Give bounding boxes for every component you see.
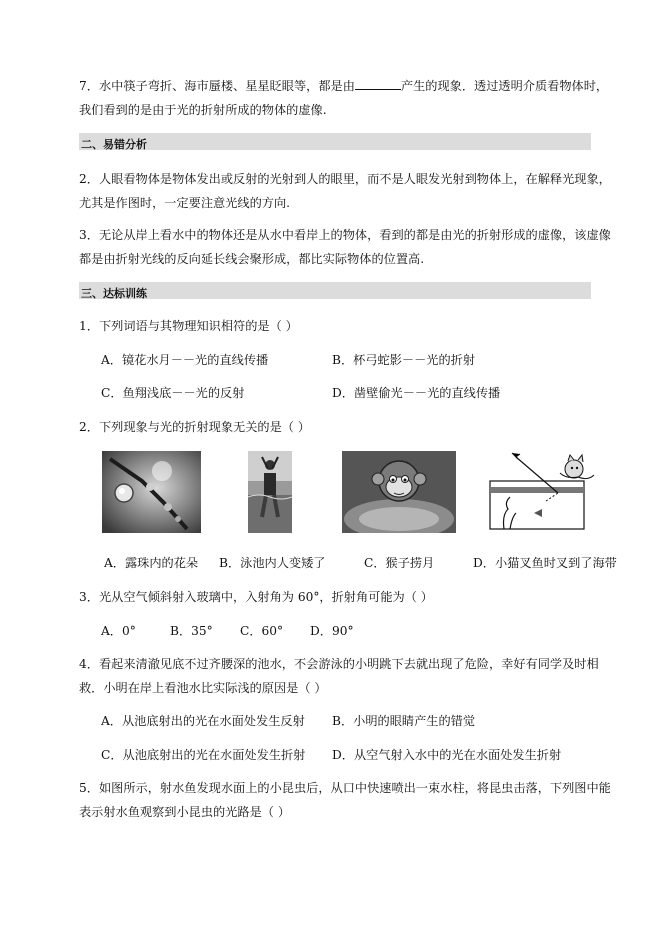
t1-option-c[interactable]: C．鱼翔浅底－－光的反射	[101, 386, 245, 400]
t1-option-a[interactable]: A．镜花水月－－光的直线传播	[101, 353, 269, 367]
e3-line1: 3．无论从岸上看水中的物体还是从水中看岸上的物体，看到的都是由光的折射形成的虚像，该虚像	[79, 228, 611, 242]
t4-option-b[interactable]: B．小明的眼睛产生的错觉	[332, 714, 476, 728]
t1-option-d[interactable]: D．凿壁偷光－－光的直线传播	[332, 386, 501, 400]
t4-option-c[interactable]: C．从池底射出的光在水面处发生折射	[101, 748, 306, 762]
section-header-error-analysis: 二、易错分析	[79, 133, 591, 150]
t2-stem: 2．下列现象与光的折射现象无关的是（ ）	[79, 420, 311, 434]
e2-line1: 2．人眼看物体是物体发出或反射的光射到人的眼里，而不是人眼发光射到物体上，在解释光现象，	[79, 172, 611, 186]
t4-line1: 4．看起来清澈见底不过齐腰深的池水，不会游泳的小明跳下去就出现了危险，幸好有同学及时相	[79, 657, 599, 671]
t2-option-a[interactable]: A．露珠内的花朵	[104, 556, 199, 570]
t3-option-a[interactable]: A．0°	[101, 624, 136, 638]
t2-option-d[interactable]: D．小猫叉鱼时叉到了海带	[473, 556, 617, 570]
t1-stem: 1．下列词语与其物理知识相符的是（ ）	[79, 319, 298, 333]
q7-line2: 我们看到的是由于光的折射所成的物体的虚像.	[79, 103, 327, 117]
monkey-moon-image	[342, 451, 456, 533]
t1-option-b[interactable]: B．杯弓蛇影－－光的折射	[332, 353, 476, 367]
t3-stem: 3．光从空气倾斜射入玻璃中，入射角为 60°，折射角可能为（ ）	[79, 590, 433, 604]
t4-line2: 救．小明在岸上看池水比实际浅的原因是（ ）	[79, 681, 327, 695]
t3-option-b[interactable]: B．35°	[170, 624, 213, 638]
dewdrop-image	[102, 451, 201, 533]
q7-line1: 7．水中筷子弯折、海市蜃楼、星星眨眼等，都是由 产生的现象．透过透明介质看物体时，	[79, 79, 609, 93]
answer-blank[interactable]	[355, 78, 401, 90]
t5-line1: 5．如图所示，射水鱼发现水面上的小昆虫后，从口中快速喷出一束水柱，将昆虫击落，下列图中能	[79, 781, 611, 795]
e3-line2: 都是由折射光线的反向延长线会聚形成，都比实际物体的位置高.	[79, 252, 425, 266]
cat-fishing-image	[486, 451, 598, 533]
pool-person-image	[248, 451, 292, 533]
e2-line2: 尤其是作图时，一定要注意光线的方向.	[79, 196, 291, 210]
t4-option-d[interactable]: D．从空气射入水中的光在水面处发生折射	[332, 748, 562, 762]
t3-option-d[interactable]: D．90°	[310, 624, 354, 638]
t3-option-c[interactable]: C．60°	[240, 624, 284, 638]
t2-option-c[interactable]: C．猴子捞月	[364, 556, 435, 570]
t2-option-b[interactable]: B．泳池内人变矮了	[219, 556, 326, 570]
t5-line2: 表示射水鱼观察到小昆虫的光路是（ ）	[79, 805, 291, 819]
t4-option-a[interactable]: A．从池底射出的光在水面处发生反射	[101, 714, 305, 728]
section-header-practice: 三、达标训练	[79, 282, 591, 299]
